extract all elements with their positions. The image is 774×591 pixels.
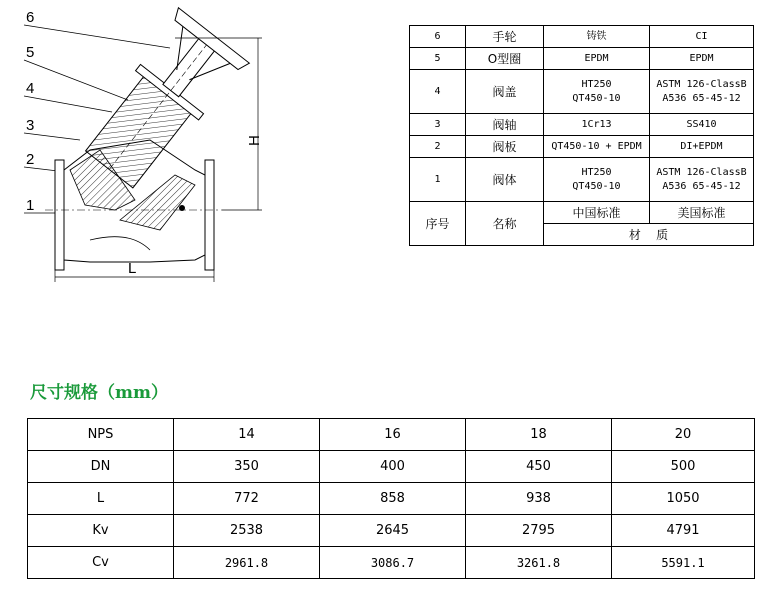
part-number: 5 xyxy=(410,48,466,70)
callout-4: 4 xyxy=(26,80,35,97)
us-standard xyxy=(650,70,754,114)
spec-cell: 4791 xyxy=(612,515,755,547)
cn-standard xyxy=(544,48,650,70)
spec-cell: 450 xyxy=(466,451,612,483)
cn-standard xyxy=(544,26,650,48)
parts-row xyxy=(410,26,754,48)
spec-cell: 350 xyxy=(174,451,320,483)
part-name: 阀轴 xyxy=(466,114,544,136)
cn-standard xyxy=(544,158,650,202)
us-standard-line: ASTM 126-ClassB xyxy=(656,78,747,90)
part-number: 4 xyxy=(410,70,466,114)
part-number: 1 xyxy=(410,158,466,202)
parts-header-row xyxy=(410,202,754,224)
parts-row xyxy=(410,158,754,202)
callout-3: 3 xyxy=(26,117,35,134)
part-name: 阀盖 xyxy=(466,70,544,114)
spec-row xyxy=(28,483,755,515)
spec-row-label: L xyxy=(28,483,174,515)
spec-cell: 20 xyxy=(612,419,755,451)
parts-row xyxy=(410,48,754,70)
part-name: 阀板 xyxy=(466,136,544,158)
cn-standard xyxy=(544,70,650,114)
spec-cell: 2645 xyxy=(320,515,466,547)
spec-cell: 2538 xyxy=(174,515,320,547)
spec-cell: 1050 xyxy=(612,483,755,515)
spec-cell: 2795 xyxy=(466,515,612,547)
us-standard xyxy=(650,136,754,158)
spec-cell: 3086.7 xyxy=(320,547,466,579)
cn-standard-line: EPDM xyxy=(584,52,609,64)
callout-1: 1 xyxy=(26,197,35,214)
us-standard-line: EPDM xyxy=(689,52,714,64)
cn-standard-line: 1Cr13 xyxy=(581,118,612,130)
part-number: 6 xyxy=(410,26,466,48)
callout-5: 5 xyxy=(26,44,35,61)
spec-cell: 18 xyxy=(466,419,612,451)
spec-cell: 400 xyxy=(320,451,466,483)
spec-cell: 938 xyxy=(466,483,612,515)
us-standard xyxy=(650,114,754,136)
us-standard-line: ASTM 126-ClassB xyxy=(656,166,747,178)
spec-row xyxy=(28,451,755,483)
header-cn-std: 中国标准 xyxy=(544,202,650,224)
us-standard-line: DI+EPDM xyxy=(680,140,723,152)
dim-height-label: H xyxy=(246,135,263,146)
part-name: O型圈 xyxy=(466,48,544,70)
spec-row-label: DN xyxy=(28,451,174,483)
dim-length-label: L xyxy=(128,260,137,277)
spec-row xyxy=(28,515,755,547)
us-standard-line: A536 65-45-12 xyxy=(662,92,741,104)
spec-cell: 2961.8 xyxy=(174,547,320,579)
spec-title: 尺寸规格（mm） xyxy=(30,383,168,403)
us-standard-line: A536 65-45-12 xyxy=(662,180,741,192)
spec-cell: 5591.1 xyxy=(612,547,755,579)
spec-cell: 500 xyxy=(612,451,755,483)
part-name: 手轮 xyxy=(466,26,544,48)
us-standard xyxy=(650,48,754,70)
spec-cell: 772 xyxy=(174,483,320,515)
spec-table xyxy=(27,418,755,579)
us-standard-line: CI xyxy=(695,30,708,42)
cn-standard-line: HT250 xyxy=(581,78,612,90)
spec-row xyxy=(28,547,755,579)
spec-row-label: Cv xyxy=(28,547,174,579)
spec-cell: 3261.8 xyxy=(466,547,612,579)
part-name: 阀体 xyxy=(466,158,544,202)
header-no: 序号 xyxy=(410,202,466,246)
spec-cell: 16 xyxy=(320,419,466,451)
parts-table xyxy=(409,25,754,246)
cn-standard-line: QT450-10 xyxy=(572,180,621,192)
cn-standard-line: 铸铁 xyxy=(586,30,607,42)
header-material: 材 质 xyxy=(544,224,754,246)
cn-standard-line: QT450-10 xyxy=(572,92,621,104)
parts-row xyxy=(410,70,754,114)
us-standard xyxy=(650,26,754,48)
us-standard xyxy=(650,158,754,202)
cn-standard-line: HT250 xyxy=(581,166,612,178)
parts-row xyxy=(410,114,754,136)
valve-drawing xyxy=(0,0,300,290)
cn-standard-line: QT450-10 + EPDM xyxy=(551,140,642,152)
cn-standard xyxy=(544,136,650,158)
header-name: 名称 xyxy=(466,202,544,246)
header-us-std: 美国标准 xyxy=(650,202,754,224)
spec-cell: 14 xyxy=(174,419,320,451)
spec-cell: 858 xyxy=(320,483,466,515)
cn-standard xyxy=(544,114,650,136)
callout-2: 2 xyxy=(26,151,35,168)
spec-row-label: NPS xyxy=(28,419,174,451)
us-standard-line: SS410 xyxy=(686,118,717,130)
parts-row xyxy=(410,136,754,158)
spec-row-label: Kv xyxy=(28,515,174,547)
part-number: 2 xyxy=(410,136,466,158)
callout-6: 6 xyxy=(26,9,35,26)
spec-row xyxy=(28,419,755,451)
part-number: 3 xyxy=(410,114,466,136)
